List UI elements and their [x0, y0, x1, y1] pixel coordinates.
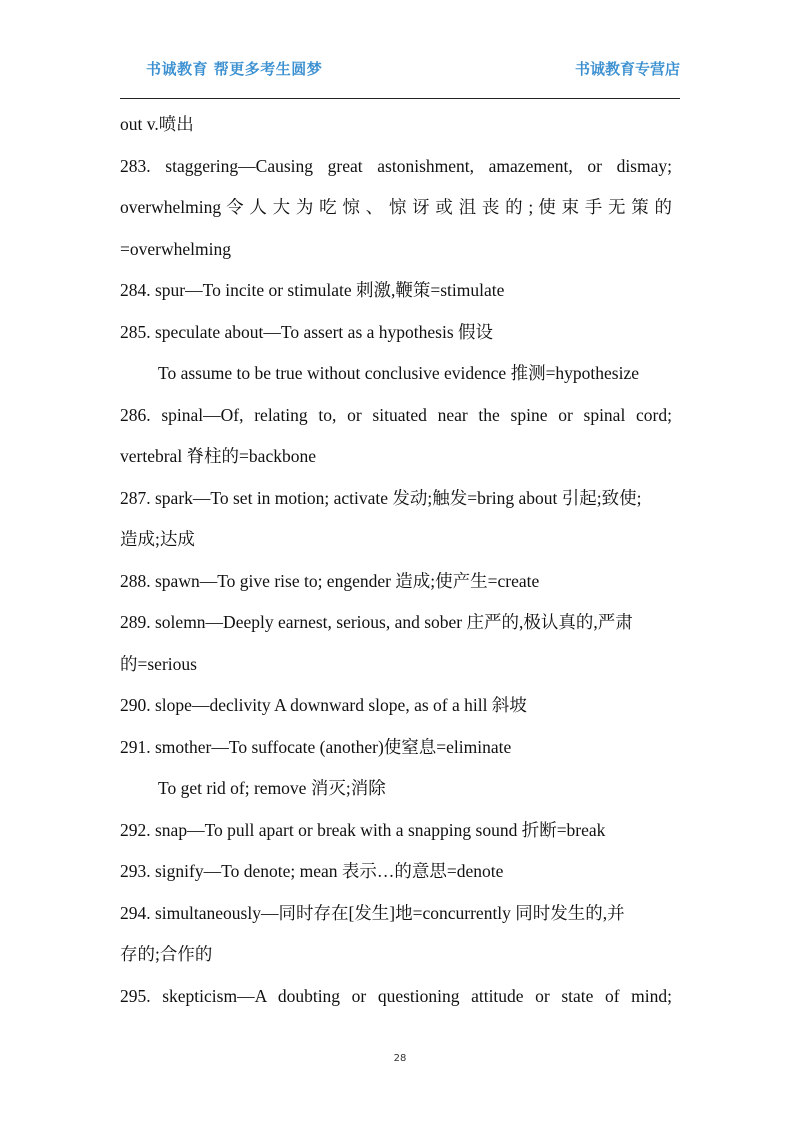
text-line: To get rid of; remove 消灭;消除 [158, 778, 386, 798]
text-line: 存的;合作的 [120, 944, 213, 964]
document-body [120, 104, 672, 1017]
text-line: 造成;达成 [120, 529, 195, 549]
page-header [120, 58, 680, 82]
text-line: 290. slope—declivity A downward slope, as of a hill 斜坡 [120, 695, 527, 715]
text-line: 287. spark—To set in motion; activate 发动;触发=bring about 引起;致使; [120, 487, 642, 508]
header-store-name: 书诚教育专营店 [574, 60, 680, 78]
text-line: 294. simultaneously—同时存在[发生]地=concurrently 同时发生的,并 [120, 902, 625, 923]
text-line: 的=serious [120, 653, 197, 674]
page-number: 28 [393, 1053, 407, 1064]
text-line: 286. spinal—Of, relating to, or situated near the spine or spinal cord; [120, 404, 672, 425]
text-line: 284. spur—To incite or stimulate 刺激,鞭策=stimulate [120, 280, 505, 300]
text-line: 293. signify—To denote; mean 表示…的意思=denote [120, 861, 504, 881]
text-line: 292. snap—To pull apart or break with a snapping sound 折断=break [120, 819, 606, 840]
text-line: vertebral 脊柱的=backbone [120, 446, 316, 466]
header-divider [120, 98, 680, 99]
text-line: 288. spawn—To give rise to; engender 造成;使产生=create [120, 570, 540, 591]
text-line: To assume to be true without conclusive evidence 推测=hypothesize [158, 363, 640, 383]
text-line: out v.喷出 [120, 114, 194, 134]
header-slogan: 书诚教育 帮更多考生圆梦 [146, 60, 323, 78]
text-line: 285. speculate about—To assert as a hypothesis 假设 [120, 321, 494, 342]
text-line: 283. staggering—Causing great astonishment, amazement, or dismay; [120, 155, 672, 176]
text-line: =overwhelming [120, 238, 231, 259]
text-line: 289. solemn—Deeply earnest, serious, and sober 庄严的,极认真的,严肃 [120, 612, 633, 632]
text-line: overwhelming 令 人 大 为 吃 惊 、 惊 讶 或 沮 丧 的 ; 使 束 手 无 策 的 [120, 197, 672, 217]
text-line: 291. smother—To suffocate (another)使窒息=eliminate [120, 736, 512, 757]
text-line: 295. skepticism—A doubting or questioning attitude or state of mind; [120, 985, 672, 1006]
